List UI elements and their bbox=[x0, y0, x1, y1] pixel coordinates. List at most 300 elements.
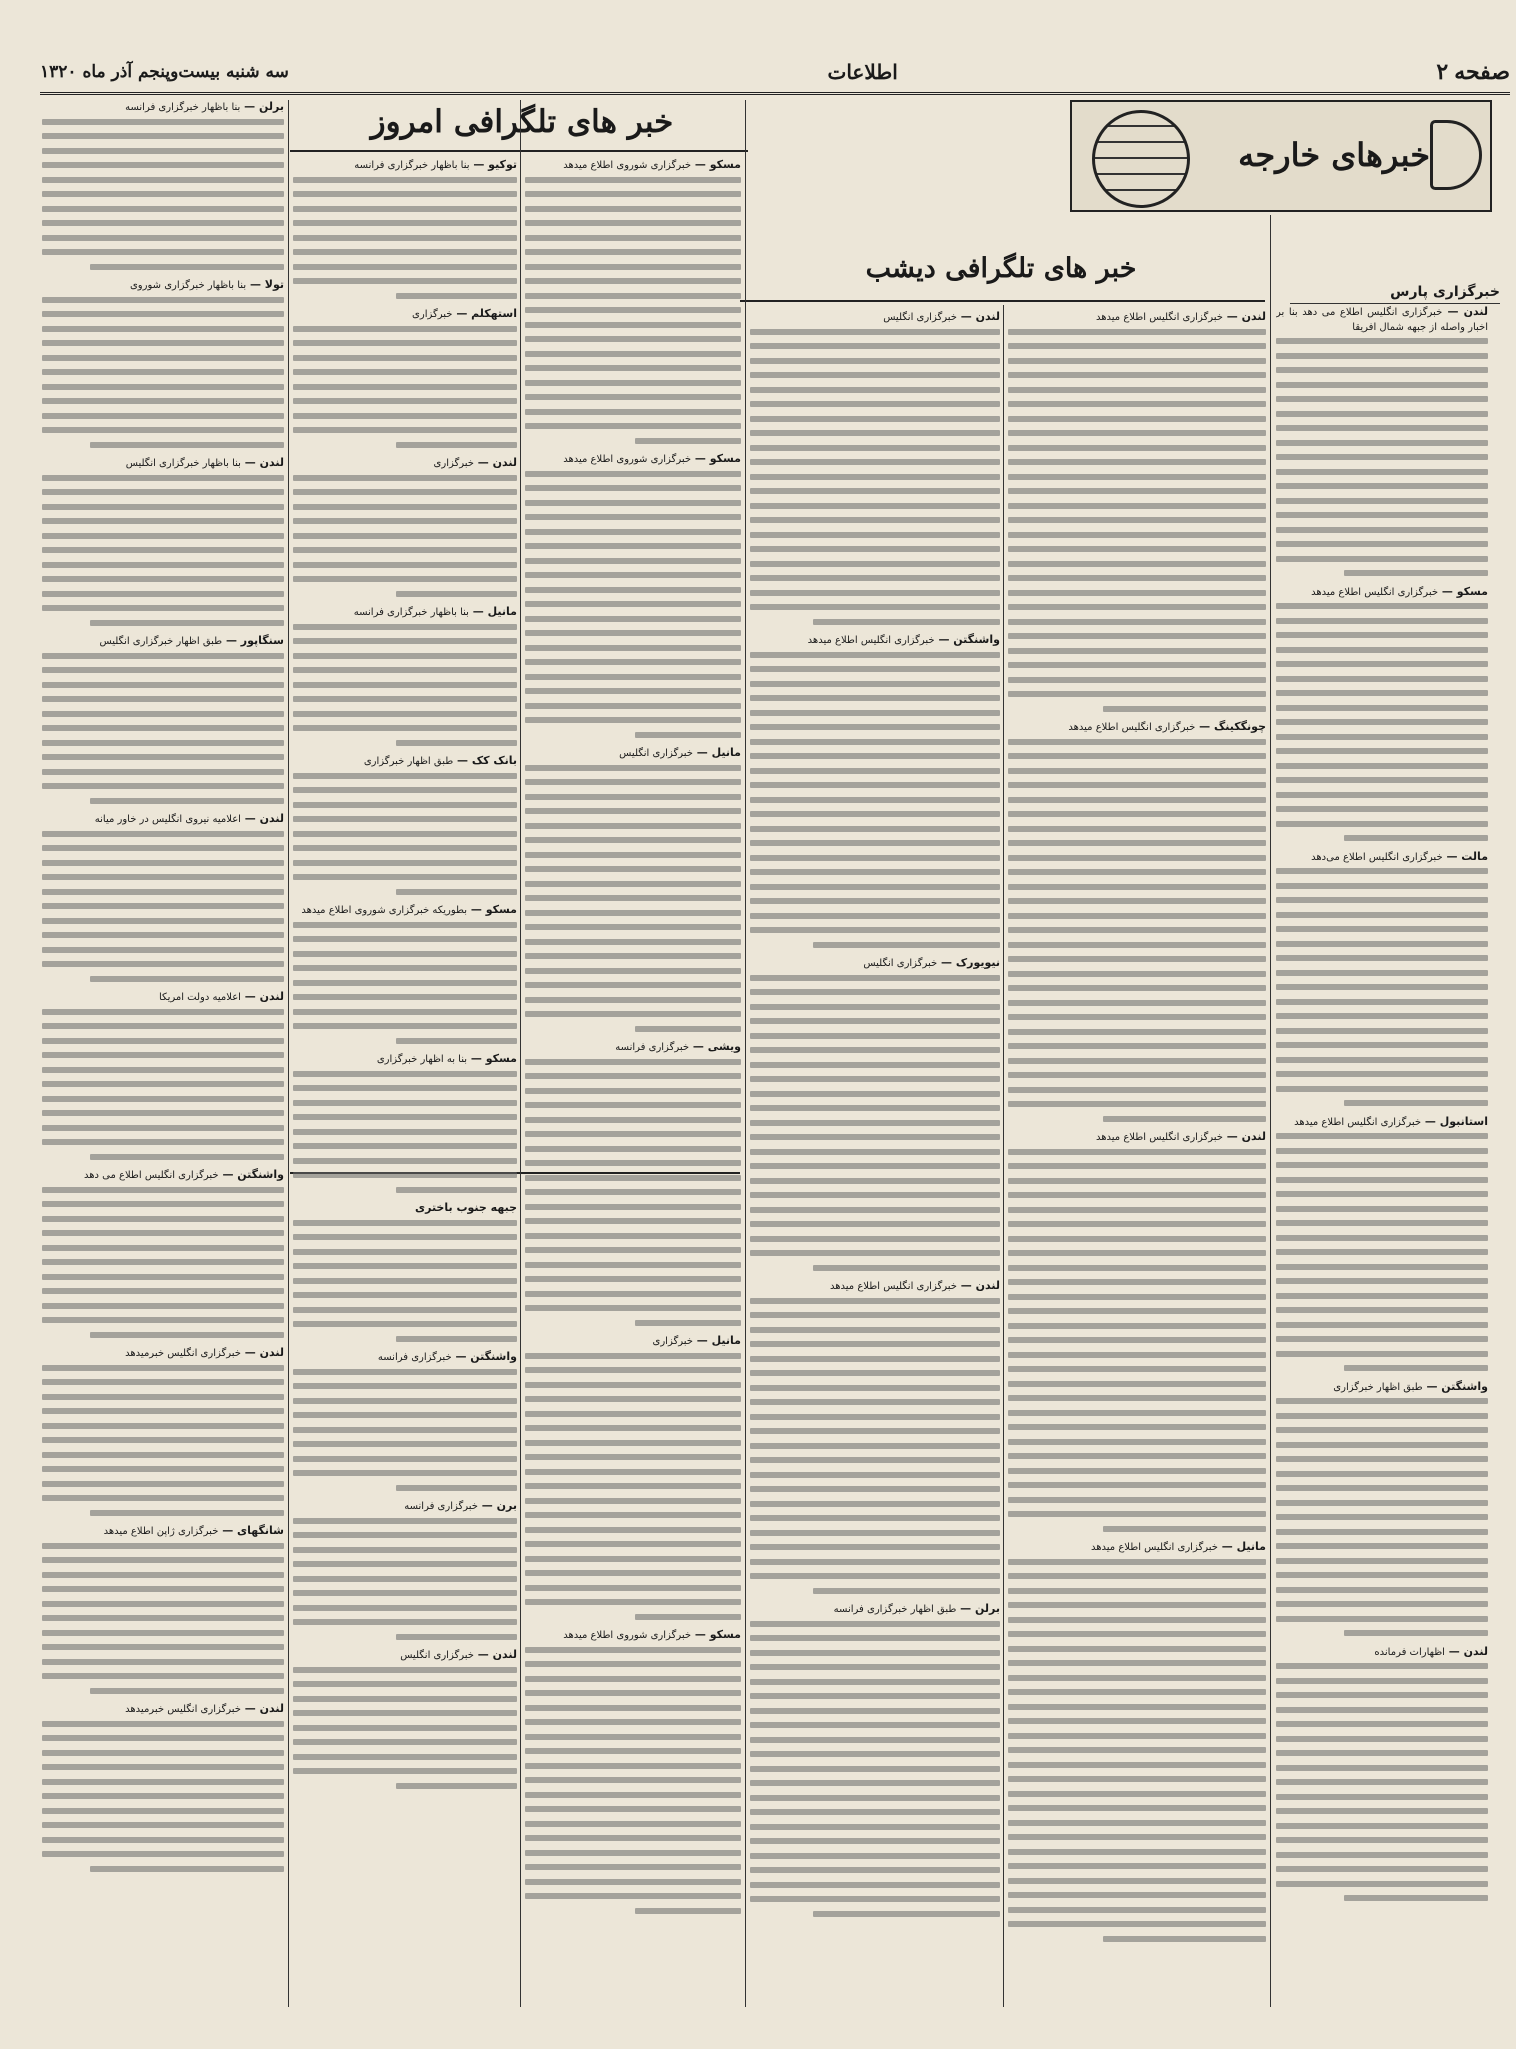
news-text: خبرگزاری انگلیس اطلاع میدهد bbox=[1091, 1542, 1218, 1553]
news-item bbox=[293, 307, 517, 448]
text-line bbox=[1276, 469, 1488, 475]
text-line bbox=[1276, 1307, 1488, 1313]
dateline: استانبول — bbox=[1421, 1114, 1488, 1128]
text-line bbox=[1008, 1468, 1266, 1474]
text-line bbox=[293, 427, 517, 433]
text-line bbox=[293, 922, 517, 928]
text-line bbox=[42, 947, 284, 953]
text-line bbox=[90, 976, 284, 982]
text-line bbox=[42, 249, 284, 255]
text-line bbox=[1008, 1439, 1266, 1445]
text-line bbox=[525, 823, 741, 829]
news-text: بطوریکه خبرگزاری شوروی اطلاع میدهد bbox=[301, 905, 468, 916]
text-line bbox=[42, 1793, 284, 1799]
dateline: لندن — bbox=[240, 1346, 284, 1359]
text-line bbox=[525, 529, 741, 535]
text-line bbox=[1008, 1352, 1266, 1358]
text-line bbox=[1276, 1852, 1488, 1858]
text-line bbox=[42, 1808, 284, 1814]
text-line bbox=[750, 1236, 1000, 1242]
text-line bbox=[293, 326, 517, 332]
text-line bbox=[293, 206, 517, 212]
text-line bbox=[1276, 367, 1488, 373]
text-line bbox=[42, 326, 284, 332]
text-line bbox=[1008, 416, 1266, 422]
text-line bbox=[525, 1117, 741, 1123]
text-line bbox=[1008, 1308, 1266, 1314]
text-line bbox=[750, 1221, 1000, 1227]
dateline: مسکو — bbox=[691, 452, 741, 465]
text-line bbox=[525, 1850, 741, 1856]
text-line bbox=[293, 489, 517, 495]
column-3 bbox=[750, 310, 1000, 2007]
text-line bbox=[1276, 440, 1488, 446]
news-item bbox=[1008, 310, 1266, 712]
text-line bbox=[1008, 739, 1266, 745]
text-line bbox=[1008, 517, 1266, 523]
text-line bbox=[42, 653, 284, 659]
text-line bbox=[42, 932, 284, 938]
news-item bbox=[42, 100, 284, 270]
text-line bbox=[1008, 1014, 1266, 1020]
text-line bbox=[293, 1398, 517, 1404]
text-line bbox=[813, 1588, 1001, 1594]
dateline: شانگهای — bbox=[218, 1524, 284, 1537]
text-line bbox=[750, 445, 1000, 451]
text-line bbox=[293, 1383, 517, 1389]
text-line bbox=[42, 1837, 284, 1843]
news-text: خبرگزاری انگلیس اطلاع می دهد bbox=[83, 1170, 219, 1181]
text-line bbox=[42, 297, 284, 303]
text-line bbox=[1008, 1424, 1266, 1430]
text-line bbox=[42, 874, 284, 880]
text-line bbox=[1276, 1057, 1488, 1063]
text-line bbox=[1276, 1543, 1488, 1549]
text-line bbox=[525, 717, 741, 723]
dateline: واشنگتن — bbox=[934, 633, 1000, 646]
text-line bbox=[293, 816, 517, 822]
text-line bbox=[1276, 556, 1488, 562]
text-line bbox=[1008, 1820, 1266, 1826]
text-line bbox=[293, 191, 517, 197]
text-line bbox=[525, 1411, 741, 1417]
text-line bbox=[525, 688, 741, 694]
text-line bbox=[750, 430, 1000, 436]
text-line bbox=[42, 340, 284, 346]
news-text: خبرگزاری انگلیس bbox=[863, 958, 938, 969]
text-line bbox=[1008, 753, 1266, 759]
text-line bbox=[750, 927, 1000, 933]
text-line bbox=[1276, 1351, 1488, 1357]
text-line bbox=[750, 768, 1000, 774]
news-lead bbox=[750, 633, 1000, 649]
news-item bbox=[42, 1702, 284, 1872]
text-line bbox=[1008, 1279, 1266, 1285]
news-text: اعلامیه دولت امریکا bbox=[159, 992, 241, 1003]
text-line bbox=[525, 322, 741, 328]
text-line bbox=[42, 1779, 284, 1785]
text-line bbox=[525, 1792, 741, 1798]
text-line bbox=[1276, 454, 1488, 460]
text-line bbox=[1276, 806, 1488, 812]
dateline: لندن — bbox=[1442, 305, 1488, 318]
text-line bbox=[1276, 1086, 1488, 1092]
text-line bbox=[750, 459, 1000, 465]
text-line bbox=[1008, 1043, 1266, 1049]
text-line bbox=[1008, 956, 1266, 962]
text-line bbox=[525, 630, 741, 636]
text-line bbox=[750, 975, 1000, 981]
text-line bbox=[750, 358, 1000, 364]
text-line bbox=[293, 1100, 517, 1106]
news-text: خبرگزاری ژاپن اطلاع میدهد bbox=[103, 1526, 219, 1537]
text-line bbox=[293, 1085, 517, 1091]
text-line bbox=[1103, 1526, 1266, 1532]
text-line bbox=[293, 845, 517, 851]
text-line bbox=[293, 980, 517, 986]
text-line bbox=[1103, 1936, 1266, 1942]
page-number-label bbox=[1436, 59, 1510, 85]
news-text: طبق اظهار خبرگزاری فرانسه bbox=[833, 1604, 957, 1615]
text-line bbox=[1103, 706, 1266, 712]
text-line bbox=[750, 1486, 1000, 1492]
news-text: طبق اظهار خبرگزاری انگلیس bbox=[99, 636, 223, 647]
text-line bbox=[525, 514, 741, 520]
text-line bbox=[293, 1427, 517, 1433]
text-line bbox=[1008, 401, 1266, 407]
text-line bbox=[1276, 1558, 1488, 1564]
text-line bbox=[1276, 690, 1488, 696]
text-line bbox=[525, 1719, 741, 1725]
text-line bbox=[1008, 985, 1266, 991]
text-line bbox=[1276, 338, 1488, 344]
text-line bbox=[750, 898, 1000, 904]
text-line bbox=[396, 1038, 517, 1044]
text-line bbox=[525, 910, 741, 916]
text-line bbox=[750, 884, 1000, 890]
news-text: خبرگزاری bbox=[652, 1336, 693, 1347]
text-line bbox=[525, 1647, 741, 1653]
text-line bbox=[293, 533, 517, 539]
text-line bbox=[1276, 792, 1488, 798]
text-line bbox=[750, 1530, 1000, 1536]
text-line bbox=[1276, 1191, 1488, 1197]
text-line bbox=[525, 1262, 741, 1268]
dateline: توکیو — bbox=[469, 158, 517, 171]
text-line bbox=[90, 264, 284, 270]
text-line bbox=[42, 961, 284, 967]
text-line bbox=[90, 1688, 284, 1694]
text-line bbox=[1276, 1572, 1488, 1578]
text-line bbox=[525, 1291, 741, 1297]
text-line bbox=[1008, 1617, 1266, 1623]
dateline: جبهه جنوب باختری bbox=[415, 1201, 517, 1214]
text-line bbox=[1008, 1834, 1266, 1840]
text-line bbox=[750, 532, 1000, 538]
text-line bbox=[42, 1452, 284, 1458]
text-line bbox=[42, 1067, 284, 1073]
news-item bbox=[293, 1648, 517, 1789]
text-line bbox=[42, 682, 284, 688]
news-item bbox=[525, 158, 741, 444]
text-line bbox=[1276, 527, 1488, 533]
text-line bbox=[293, 802, 517, 808]
text-line bbox=[90, 620, 284, 626]
text-line bbox=[525, 881, 741, 887]
column-6 bbox=[42, 100, 284, 2007]
text-line bbox=[293, 1321, 517, 1327]
text-line bbox=[396, 1336, 517, 1342]
news-text: بنا باظهار خبرگزاری انگلیس bbox=[125, 458, 241, 469]
text-line bbox=[1008, 971, 1266, 977]
news-text: خبرگزاری شوروی اطلاع میدهد bbox=[563, 1630, 692, 1641]
text-line bbox=[1276, 411, 1488, 417]
text-line bbox=[525, 939, 741, 945]
text-line bbox=[525, 1864, 741, 1870]
news-item bbox=[42, 1346, 284, 1516]
news-item bbox=[293, 1201, 517, 1342]
text-line bbox=[750, 855, 1000, 861]
dateline: سنگاپور — bbox=[222, 634, 284, 647]
text-line bbox=[750, 329, 1000, 335]
news-text: خبرگزاری انگلیس اطلاع میدهد bbox=[1068, 722, 1196, 733]
text-line bbox=[1008, 387, 1266, 393]
text-line bbox=[293, 1681, 517, 1687]
news-text: خبرگزاری فرانسه bbox=[615, 1042, 690, 1053]
text-line bbox=[750, 401, 1000, 407]
text-line bbox=[42, 1288, 284, 1294]
text-line bbox=[750, 681, 1000, 687]
text-line bbox=[293, 235, 517, 241]
text-line bbox=[635, 1908, 741, 1914]
text-line bbox=[1276, 1456, 1488, 1462]
text-line bbox=[293, 1590, 517, 1596]
text-line bbox=[525, 191, 741, 197]
text-line bbox=[525, 1425, 741, 1431]
text-line bbox=[1276, 1765, 1488, 1771]
text-line bbox=[293, 504, 517, 510]
text-line bbox=[525, 1570, 741, 1576]
text-line bbox=[525, 765, 741, 771]
text-line bbox=[293, 1725, 517, 1731]
text-line bbox=[90, 1332, 284, 1338]
news-text: خبرگزاری انگلیس خبرمیدهد bbox=[125, 1704, 241, 1715]
text-line bbox=[293, 413, 517, 419]
text-line bbox=[750, 1250, 1000, 1256]
text-line bbox=[1276, 970, 1488, 976]
text-line bbox=[1008, 1747, 1266, 1753]
text-line bbox=[1008, 474, 1266, 480]
text-line bbox=[525, 1541, 741, 1547]
news-text: اظهارات فرمانده bbox=[1374, 1646, 1445, 1658]
text-line bbox=[42, 1023, 284, 1029]
text-line bbox=[396, 591, 517, 597]
news-lead bbox=[1008, 310, 1266, 326]
text-line bbox=[293, 1292, 517, 1298]
text-line bbox=[750, 1635, 1000, 1641]
text-line bbox=[1276, 647, 1488, 653]
text-line bbox=[1276, 632, 1488, 638]
text-line bbox=[1008, 1511, 1266, 1517]
news-item bbox=[1008, 1130, 1266, 1532]
text-line bbox=[42, 696, 284, 702]
text-line bbox=[750, 1047, 1000, 1053]
text-line bbox=[525, 1806, 741, 1812]
news-item bbox=[1008, 1540, 1266, 1942]
text-line bbox=[1008, 869, 1266, 875]
text-line bbox=[293, 1532, 517, 1538]
news-item bbox=[42, 456, 284, 626]
text-line bbox=[42, 398, 284, 404]
text-line bbox=[42, 1245, 284, 1251]
text-line bbox=[293, 874, 517, 880]
text-line bbox=[1008, 1631, 1266, 1637]
news-lead bbox=[293, 1350, 517, 1366]
text-line bbox=[750, 1399, 1000, 1405]
text-line bbox=[42, 1586, 284, 1592]
text-line bbox=[750, 416, 1000, 422]
text-line bbox=[396, 1187, 517, 1193]
news-text: بنا باظهار خبرگزاری فرانسه bbox=[353, 607, 469, 618]
text-line bbox=[42, 1139, 284, 1145]
text-line bbox=[293, 369, 517, 375]
text-line bbox=[750, 1559, 1000, 1565]
text-line bbox=[293, 1278, 517, 1284]
text-line bbox=[42, 1437, 284, 1443]
news-text: خبرگزاری شوروی اطلاع میدهد bbox=[563, 160, 692, 171]
text-line bbox=[750, 1341, 1000, 1347]
text-line bbox=[525, 336, 741, 342]
text-line bbox=[1008, 811, 1266, 817]
news-item bbox=[750, 956, 1000, 1271]
text-line bbox=[525, 1131, 741, 1137]
text-line bbox=[1008, 358, 1266, 364]
text-line bbox=[42, 860, 284, 866]
text-line bbox=[42, 831, 284, 837]
text-line bbox=[42, 518, 284, 524]
dateline: لندن — bbox=[1222, 1130, 1266, 1143]
text-line bbox=[1276, 705, 1488, 711]
text-line bbox=[1008, 1366, 1266, 1372]
text-line bbox=[750, 1650, 1000, 1656]
text-line bbox=[42, 206, 284, 212]
news-item bbox=[525, 746, 741, 1032]
text-line bbox=[293, 1129, 517, 1135]
text-line bbox=[90, 1866, 284, 1872]
text-line bbox=[1276, 1692, 1488, 1698]
text-line bbox=[525, 1175, 741, 1181]
text-line bbox=[1276, 1162, 1488, 1168]
text-line bbox=[635, 1614, 741, 1620]
text-line bbox=[1008, 782, 1266, 788]
text-line bbox=[293, 1158, 517, 1164]
text-line bbox=[42, 562, 284, 568]
text-line bbox=[525, 794, 741, 800]
news-item bbox=[42, 1524, 284, 1694]
news-text: خبرگزاری انگلیس اطلاع میدهد bbox=[1096, 1132, 1223, 1143]
text-line bbox=[293, 711, 517, 717]
text-line bbox=[1008, 1323, 1266, 1329]
text-line bbox=[1276, 1779, 1488, 1785]
text-line bbox=[750, 1722, 1000, 1728]
text-line bbox=[1008, 913, 1266, 919]
news-lead bbox=[42, 634, 284, 650]
text-line bbox=[525, 380, 741, 386]
text-line bbox=[525, 997, 741, 1003]
news-lead bbox=[42, 990, 284, 1006]
text-line bbox=[750, 1192, 1000, 1198]
dateline: لندن — bbox=[473, 456, 517, 469]
text-line bbox=[1008, 1675, 1266, 1681]
text-line bbox=[525, 1160, 741, 1166]
text-line bbox=[42, 1572, 284, 1578]
text-line bbox=[1276, 353, 1488, 359]
text-line bbox=[1276, 541, 1488, 547]
text-line bbox=[42, 1615, 284, 1621]
text-line bbox=[42, 576, 284, 582]
text-line bbox=[1008, 1559, 1266, 1565]
text-line bbox=[1344, 1365, 1488, 1371]
news-item bbox=[525, 1040, 741, 1326]
text-line bbox=[42, 384, 284, 390]
text-line bbox=[750, 1882, 1000, 1888]
text-line bbox=[525, 206, 741, 212]
text-line bbox=[42, 711, 284, 717]
text-line bbox=[1008, 1087, 1266, 1093]
dateline: مانیل — bbox=[468, 605, 517, 618]
text-line bbox=[525, 1011, 741, 1017]
text-line bbox=[42, 235, 284, 241]
text-line bbox=[750, 517, 1000, 523]
text-line bbox=[750, 1501, 1000, 1507]
text-line bbox=[1276, 1808, 1488, 1814]
column-5 bbox=[293, 158, 517, 2007]
text-line bbox=[1276, 1707, 1488, 1713]
text-line bbox=[1008, 840, 1266, 846]
text-line bbox=[42, 119, 284, 125]
text-line bbox=[635, 1320, 741, 1326]
text-line bbox=[42, 177, 284, 183]
text-line bbox=[1008, 590, 1266, 596]
text-line bbox=[396, 1783, 517, 1789]
text-line bbox=[1344, 1100, 1488, 1106]
text-line bbox=[525, 968, 741, 974]
dateline: واشنگتن — bbox=[1422, 1379, 1488, 1393]
text-line bbox=[750, 1751, 1000, 1757]
text-line bbox=[750, 604, 1000, 610]
text-line bbox=[750, 1867, 1000, 1873]
column-4 bbox=[525, 158, 741, 2007]
text-line bbox=[1008, 546, 1266, 552]
text-line bbox=[1008, 1921, 1266, 1927]
news-item bbox=[42, 634, 284, 804]
text-line bbox=[525, 1367, 741, 1373]
news-text: خبرگزاری bbox=[412, 309, 453, 320]
news-text: طبق اظهار خبرگزاری bbox=[363, 756, 454, 767]
news-lead bbox=[42, 456, 284, 472]
text-line bbox=[1008, 1453, 1266, 1459]
text-line bbox=[396, 442, 517, 448]
text-line bbox=[42, 845, 284, 851]
divider bbox=[740, 300, 1265, 302]
text-line bbox=[293, 1114, 517, 1120]
text-line bbox=[293, 398, 517, 404]
dateline: لندن — bbox=[1444, 1644, 1488, 1658]
text-line bbox=[293, 220, 517, 226]
text-line bbox=[1008, 372, 1266, 378]
news-item bbox=[525, 452, 741, 738]
text-line bbox=[1276, 1721, 1488, 1727]
